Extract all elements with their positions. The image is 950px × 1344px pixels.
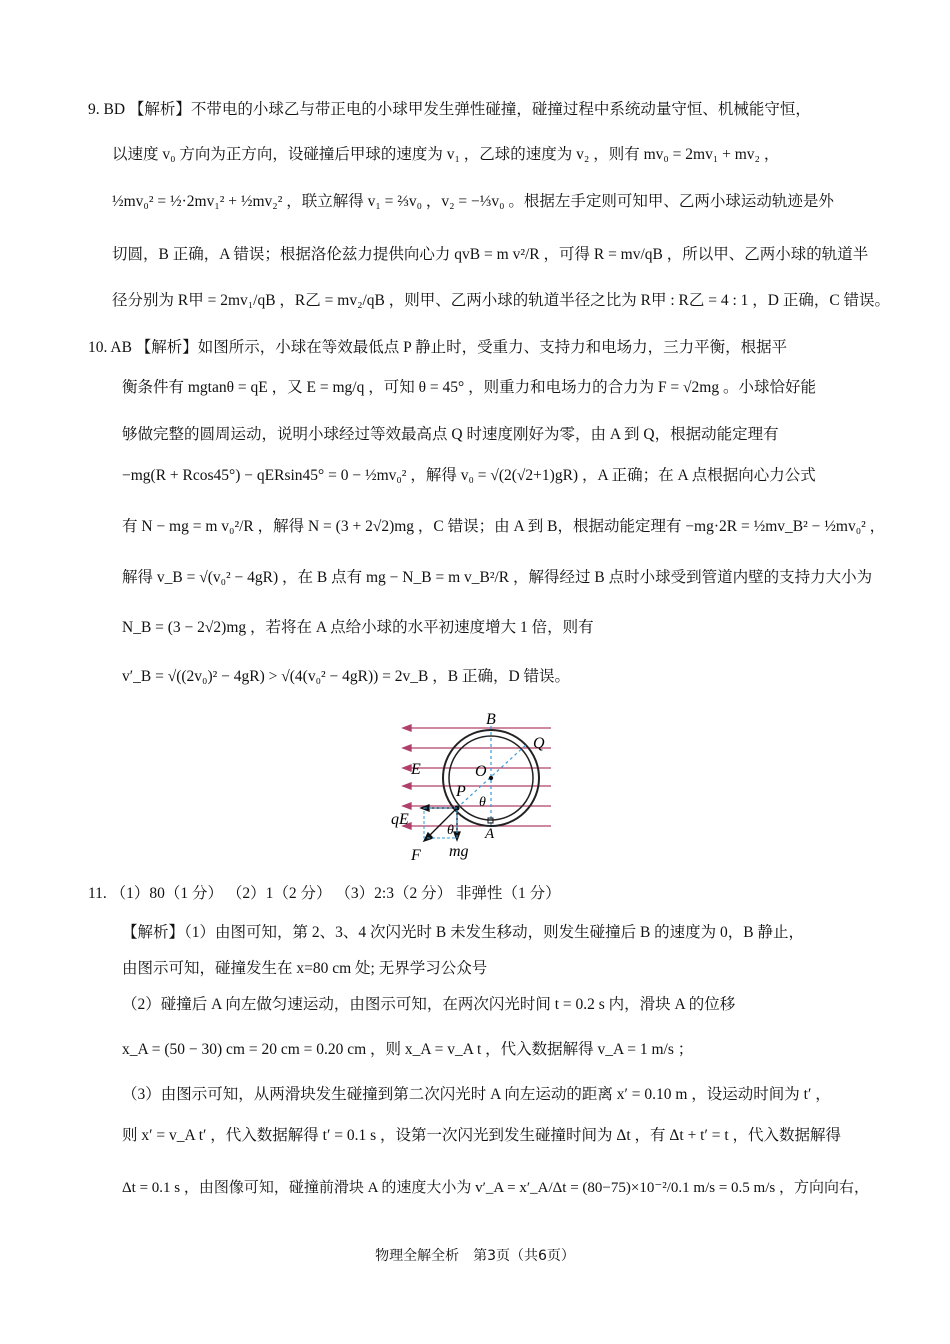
text-line-8: 够做完整的圆周运动，说明小球经过等效最高点 Q 时速度刚好为零，由 A 到 Q，根据动能定理有 — [122, 426, 779, 443]
text-line-1: 9. BD 【解析】不带电的小球乙与带正电的小球甲发生弹性碰撞，碰撞过程中系统动量守恒、机械能守恒， — [88, 101, 811, 118]
label-mg: mg — [449, 843, 469, 860]
label-e: E — [411, 761, 421, 778]
text-line-10: 有 N − mg = m v₀²/R ，解得 N = (3 + 2√2)mg ，C 错误；由 A 到 B，根据动能定理有 −mg·2R = ½mv_B² − ½mv₀² ， — [122, 518, 886, 535]
text-line-4: 切圆，B 正确，A 错误；根据洛伦兹力提供向心力 qvB = m v²/R ，可得 R = mv/qB ，所以甲、乙两小球的轨道半 — [112, 246, 869, 263]
text-line-11: 解得 v_B = √(v₀² − 4gR) ，在 B 点有 mg − N_B = m v_B²/R ，解得经过 B 点时小球受到管道内壁的支持力大小为 — [122, 569, 873, 586]
diagonal-dash — [457, 744, 527, 808]
label-f: F — [411, 847, 421, 864]
text-line-6: 10. AB 【解析】如图所示，小球在等效最低点 P 静止时，受重力、支持力和电场力，三力平衡，根据平 — [88, 339, 788, 356]
text-line-19: （3）由图示可知，从两滑块发生碰撞到第二次闪光时 A 向左运动的距离 x′ = 0.10 m ，设运动时间为 t′ ， — [122, 1086, 831, 1103]
label-theta-top: θ — [479, 795, 486, 810]
label-theta-bottom: θ — [447, 823, 454, 838]
text-line-13: v′_B = √((2v₀)² − 4gR) > √(4(v₀² − 4gR)) = 2v_B ，B 正确，D 错误。 — [122, 668, 571, 685]
text-line-9: −mg(R + Rcos45°) − qERsin45° = 0 − ½mv₀² ，解得 v₀ = √(2(√2+1)gR) ，A 正确；在 A 点根据向心力公式 — [122, 467, 816, 484]
text-line-3: ½mv₀² = ½·2mv₁² + ½mv₂² ，联立解得 v₁ = ⅔v₀ ，v₂ = −⅓v₀ 。根据左手定则可知甲、乙两小球运动轨迹是外 — [112, 193, 834, 210]
label-q: Q — [533, 735, 545, 752]
circular-track-figure — [385, 708, 565, 868]
text-line-7: 衡条件有 mgtanθ = qE ，又 E = mg/q ，可知 θ = 45° ，则重力和电场力的合力为 F = √2mg 。小球恰好能 — [122, 379, 816, 396]
label-o: O — [475, 763, 487, 780]
center-dot — [489, 776, 493, 780]
text-line-5: 径分别为 R甲 = 2mv₁/qB ，R乙 = mv₂/qB ，则甲、乙两小球的轨道半径之比为 R甲 : R乙 = 4 : 1 ，D 正确，C 错误。 — [112, 292, 891, 309]
text-line-16: 由图示可知，碰撞发生在 x=80 cm 处; 无界学习公众号 — [122, 960, 488, 977]
text-line-20: 则 x′ = v_A t′ ，代入数据解得 t′ = 0.1 s ，设第一次闪光到发生碰撞时间为 Δt ，有 Δt + t′ = t ，代入数据解得 — [122, 1127, 842, 1144]
label-a: A — [485, 826, 495, 842]
text-line-15: 【解析】（1）由图可知，第 2、3、4 次闪光时 B 未发生移动，则发生碰撞后 B 的速度为 0，B 静止， — [122, 924, 805, 941]
page-footer: 物理全解全析 第3页（共6页） — [375, 1248, 575, 1264]
text-line-14: 11. （1）80（1 分） （2）1（2 分） （3）2:3（2 分） 非弹性（1 分） — [88, 885, 561, 902]
label-b: B — [486, 711, 496, 728]
force-arrows — [421, 805, 460, 841]
label-p: P — [456, 783, 466, 800]
text-line-21: Δt = 0.1 s ，由图像可知，碰撞前滑块 A 的速度大小为 v′_A = x′_A/Δt = (80−75)×10⁻²/0.1 m/s = 0.5 m/s ，方向向右， — [122, 1180, 869, 1196]
text-line-2: 以速度 v₀ 方向为正方向，设碰撞后甲球的速度为 v₁ ，乙球的速度为 v₂ ，则有 mv₀ = 2mv₁ + mv₂ ， — [112, 146, 780, 163]
text-line-12: N_B = (3 − 2√2)mg ，若将在 A 点给小球的水平初速度增大 1 倍，则有 — [122, 619, 594, 636]
label-qe: qE — [391, 811, 409, 828]
text-line-18: x_A = (50 − 30) cm = 20 cm = 0.20 cm ，则 x_A = v_A t ，代入数据解得 v_A = 1 m/s ； — [122, 1041, 694, 1058]
text-line-17: （2）碰撞后 A 向左做匀速运动，由图示可知，在两次闪光时间 t = 0.2 s 内，滑块 A 的位移 — [122, 996, 736, 1013]
